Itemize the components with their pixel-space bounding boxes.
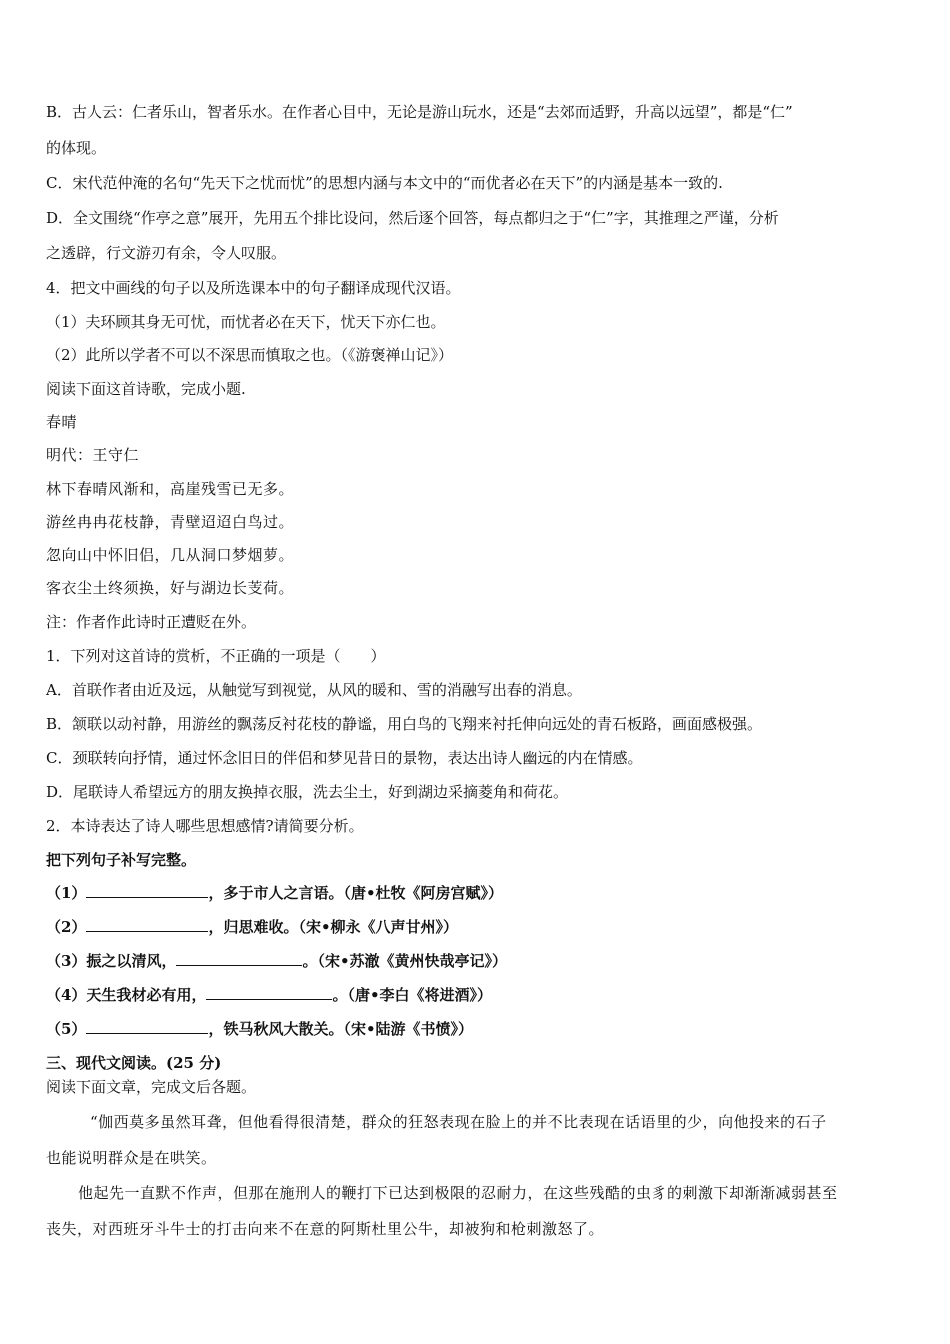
- poem-line-2: 游丝冉冉花枝静，青壁迢迢白鸟过。: [46, 513, 295, 531]
- poem-line-1: 林下春晴风渐和，高崖残雪已无多。: [46, 480, 295, 498]
- fill-item-5: [46, 1019, 473, 1039]
- option-d-line-2: 之透辟，行文游刃有余，令人叹服。: [46, 244, 287, 262]
- fill-item-1: [46, 883, 503, 903]
- section-3-heading: 三、现代文阅读。(25 分): [46, 1054, 222, 1072]
- poem-title: 春晴: [46, 413, 78, 431]
- option-c: C．宋代范仲淹的名句“先天下之忧而忧”的思想内涵与本文中的“而优者必在天下”的内涵是基本一致的.: [46, 174, 723, 192]
- paragraph-1-line-1: “伽西莫多虽然耳聋，但他看得很清楚，群众的狂怒表现在脸上的并不比表现在话语里的少，向他投来的石子: [90, 1113, 827, 1131]
- fill-4-suffix: 。（唐•李白《将进酒》）: [332, 986, 493, 1004]
- fill-1-blank[interactable]: [86, 883, 208, 898]
- fill-3-suffix: 。（宋•苏澈《黄州快哉亭记》）: [302, 952, 508, 970]
- question-4: 4．把文中画线的句子以及所选课本中的句子翻译成现代汉语。: [46, 279, 461, 297]
- fill-3-prefix: （3）振之以清风，: [46, 952, 177, 970]
- fill-5-suffix: ，铁马秋风大散关。（宋•陆游《书愤》）: [208, 1020, 474, 1038]
- fill-1-prefix: （1）: [46, 884, 87, 902]
- fill-item-2: [46, 917, 458, 937]
- fill-2-blank[interactable]: [86, 917, 208, 932]
- reading-intro: 阅读下面文章，完成文后各题。: [46, 1078, 257, 1096]
- poem-q1-option-d: D．尾联诗人希望远方的朋友换掉衣服，洗去尘土，好到湖边采摘菱角和荷花。: [46, 783, 569, 801]
- fill-item-4: [46, 985, 492, 1005]
- fill-heading: 把下列句子补写完整。: [46, 851, 197, 869]
- fill-3-blank[interactable]: [176, 951, 302, 966]
- paragraph-1-line-2: 也能说明群众是在哄笑。: [46, 1149, 217, 1167]
- fill-5-prefix: （5）: [46, 1020, 87, 1038]
- poem-q1-option-c: C．颈联转向抒情，通过怀念旧日的伴侣和梦见昔日的景物，表达出诗人幽远的内在情感。: [46, 749, 643, 767]
- fill-item-3: [46, 951, 507, 971]
- paragraph-2-line-1: 他起先一直默不作声，但那在施刑人的鞭打下已达到极限的忍耐力，在这些残酷的虫豸的刺激下却渐渐减弱甚至: [78, 1184, 838, 1202]
- poem-question-2: 2．本诗表达了诗人哪些思想感情?请简要分析。: [46, 817, 364, 835]
- paragraph-2-line-2: 丧失，对西班牙斗牛士的打击向来不在意的阿斯杜里公牛，却被狗和枪刺激怒了。: [46, 1220, 605, 1238]
- poem-intro: 阅读下面这首诗歌，完成小题.: [46, 380, 246, 398]
- question-4-part-2: （2）此所以学者不可以不深思而慎取之也。（《游褒禅山记》）: [46, 346, 454, 364]
- option-b-line-1: B．古人云：仁者乐山，智者乐水。在作者心目中，无论是游山玩水，还是“去郊而适野，升高以远望”，都是“仁”: [46, 103, 793, 121]
- fill-2-prefix: （2）: [46, 918, 87, 936]
- question-4-part-1: （1）夫环顾其身无可忧，而忧者必在天下，忧天下亦仁也。: [46, 313, 446, 331]
- poem-line-4: 客衣尘土终须换，好与湖边长芰荷。: [46, 579, 295, 597]
- option-d-line-1: D．全文围绕“作亭之意”展开，先用五个排比设问，然后逐个回答，每点都归之于“仁”字，其推理之严谨，分析: [46, 209, 779, 227]
- poem-note: 注：作者作此诗时正遭贬在外。: [46, 613, 257, 631]
- fill-2-suffix: ，归思难收。（宋•柳永《八声甘州》）: [208, 918, 459, 936]
- poem-line-3: 忽向山中怀旧侣，几从洞口梦烟萝。: [46, 546, 295, 564]
- option-b-line-2: 的体现。: [46, 139, 107, 157]
- fill-1-suffix: ，多于市人之言语。（唐•杜牧《阿房宫赋》）: [208, 884, 504, 902]
- poem-author: 明代：王守仁: [46, 446, 140, 464]
- fill-4-blank[interactable]: [206, 985, 332, 1000]
- poem-question-1: 1．下列对这首诗的赏析，不正确的一项是（ ）: [46, 647, 386, 665]
- fill-5-blank[interactable]: [86, 1019, 208, 1034]
- poem-q1-option-b: B．颔联以动衬静，用游丝的飘荡反衬花枝的静谧，用白鸟的飞翔来衬托伸向远处的青石板路，画面感极强。: [46, 715, 763, 733]
- fill-4-prefix: （4）天生我材必有用，: [46, 986, 207, 1004]
- poem-q1-option-a: A．首联作者由近及远，从触觉写到视觉，从风的暖和、雪的消融写出春的消息。: [46, 681, 582, 699]
